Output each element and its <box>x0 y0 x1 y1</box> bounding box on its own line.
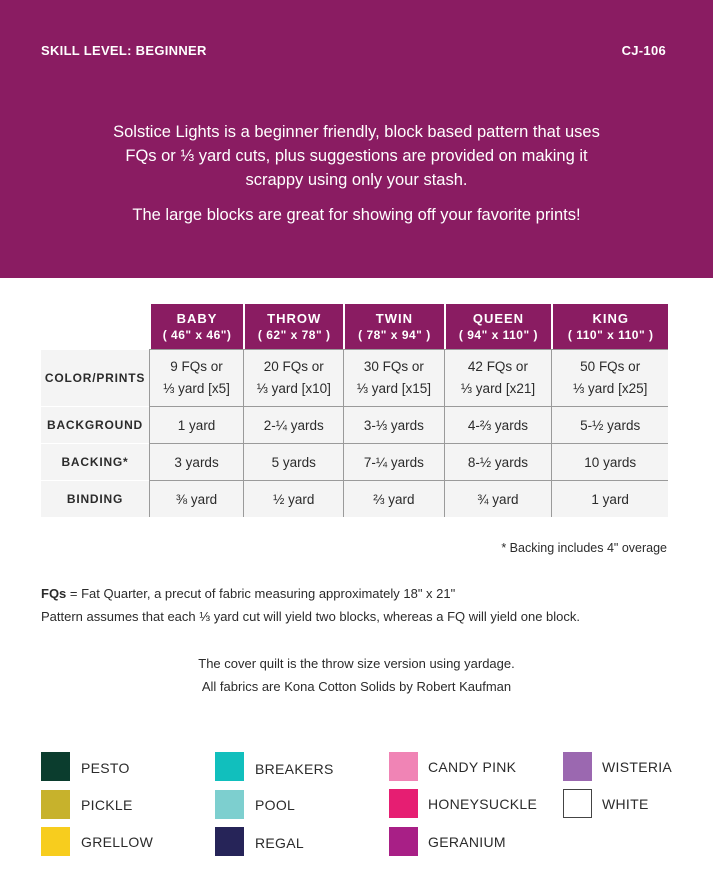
swatch-pool <box>215 790 244 819</box>
swatch-breakers <box>215 752 244 781</box>
table-cell <box>444 349 552 406</box>
cell-line: ⅓ yard [x10] <box>256 381 331 396</box>
column-size: ( 110" x 110" ) <box>567 328 654 342</box>
row-label: COLOR/PRINTS <box>41 349 149 406</box>
swatch-label: PICKLE <box>81 797 133 813</box>
swatch-pickle <box>41 790 70 819</box>
cell-line: 50 FQs or <box>580 359 641 374</box>
swatch-regal <box>215 827 244 856</box>
pattern-assumption: Pattern assumes that each ⅓ yard cut will yield two blocks, whereas a FQ will yield one block. <box>41 609 581 624</box>
pattern-code: CJ-106 <box>621 43 666 58</box>
cover-note: The cover quilt is the throw size version using yardage. <box>198 656 515 671</box>
table-cell: ⅔ yard <box>343 480 443 517</box>
skill-level: SKILL LEVEL: BEGINNER <box>41 43 207 58</box>
table-cell: ¾ yard <box>444 480 552 517</box>
swatch-geranium <box>389 827 418 856</box>
swatch-grellow <box>41 827 70 856</box>
cell-line: 20 FQs or <box>263 359 324 374</box>
intro-highlight: The large blocks are great for showing off your favorite prints! <box>132 206 581 224</box>
intro-paragraph <box>40 120 673 192</box>
table-cell: 5-½ yards <box>551 406 668 443</box>
table-cell: 4-⅔ yards <box>444 406 552 443</box>
table-row-binding <box>41 480 668 517</box>
table-row-backing <box>41 443 668 480</box>
column-name: KING <box>592 311 629 326</box>
table-cell: 1 yard <box>551 480 668 517</box>
backing-note: * Backing includes 4" overage <box>501 541 667 555</box>
cell-line: ⅓ yard [x21] <box>460 381 536 396</box>
swatch-label: CANDY PINK <box>428 759 517 775</box>
column-header-king <box>551 304 668 349</box>
table-cell <box>149 349 243 406</box>
table-cell: 7-¼ yards <box>343 443 443 480</box>
fq-definition <box>41 586 455 601</box>
swatch-wisteria <box>563 752 592 781</box>
swatch-pesto <box>41 752 70 781</box>
cell-line: 9 FQs or <box>170 359 223 374</box>
fq-definition-text: = Fat Quarter, a precut of fabric measuring approximately 18" x 21" <box>66 586 456 601</box>
intro-line: Solstice Lights is a beginner friendly, block based pattern that uses <box>113 123 600 141</box>
column-header-queen <box>444 304 552 349</box>
fq-term: FQs <box>41 586 67 601</box>
swatch-label: PESTO <box>81 760 130 776</box>
table-cell <box>343 349 443 406</box>
table-cell: 3-⅓ yards <box>343 406 443 443</box>
swatch-label: POOL <box>255 797 296 813</box>
swatch-label: WHITE <box>602 796 649 812</box>
column-size: ( 78" x 94" ) <box>358 328 431 342</box>
column-header-twin <box>343 304 443 349</box>
row-label: BACKING* <box>41 443 149 480</box>
table-cell <box>551 349 668 406</box>
cell-line: 42 FQs or <box>467 359 528 374</box>
table-cell: 5 yards <box>243 443 343 480</box>
swatch-candy-pink <box>389 752 418 781</box>
swatch-label: REGAL <box>255 835 304 851</box>
column-size: ( 62" x 78" ) <box>257 328 331 342</box>
column-header-throw <box>243 304 343 349</box>
table-cell: 3 yards <box>149 443 243 480</box>
swatch-label: GERANIUM <box>428 834 506 850</box>
row-label: BINDING <box>41 480 149 517</box>
column-size: ( 46" x 46") <box>162 328 232 342</box>
swatch-label: BREAKERS <box>255 761 334 777</box>
swatch-white <box>563 789 592 818</box>
column-header-baby <box>149 304 243 349</box>
table-row-background <box>41 406 668 443</box>
table-cell: 1 yard <box>149 406 243 443</box>
swatch-label: WISTERIA <box>602 759 673 775</box>
column-name: THROW <box>267 311 322 326</box>
cell-line: 30 FQs or <box>363 359 424 374</box>
cell-line: ⅓ yard [x15] <box>356 381 432 396</box>
table-cell: 2-¼ yards <box>243 406 343 443</box>
column-name: QUEEN <box>472 311 525 326</box>
fabric-brand-note: All fabrics are Kona Cotton Solids by Robert Kaufman <box>201 679 512 694</box>
swatch-label: HONEYSUCKLE <box>428 796 538 812</box>
cell-line: ⅓ yard [x25] <box>573 381 648 396</box>
table-row-color-prints <box>41 349 668 406</box>
table-cell: ⅜ yard <box>149 480 243 517</box>
header-banner <box>0 0 713 278</box>
cell-line: ⅓ yard [x5] <box>163 381 230 396</box>
intro-line: scrappy using only your stash. <box>245 171 468 189</box>
column-name: TWIN <box>375 311 414 326</box>
swatch-label: GRELLOW <box>81 834 154 850</box>
table-cell: 8-½ yards <box>444 443 552 480</box>
table-cell: 10 yards <box>551 443 668 480</box>
column-size: ( 94" x 110" ) <box>458 328 538 342</box>
intro-line: FQs or ⅓ yard cuts, plus suggestions are provided on making it <box>125 147 588 165</box>
table-cell: ½ yard <box>243 480 343 517</box>
swatch-honeysuckle <box>389 789 418 818</box>
column-name: BABY <box>176 311 218 326</box>
row-label: BACKGROUND <box>41 406 149 443</box>
table-cell <box>243 349 343 406</box>
table-corner <box>41 304 149 349</box>
fabric-requirements-table <box>41 304 668 517</box>
